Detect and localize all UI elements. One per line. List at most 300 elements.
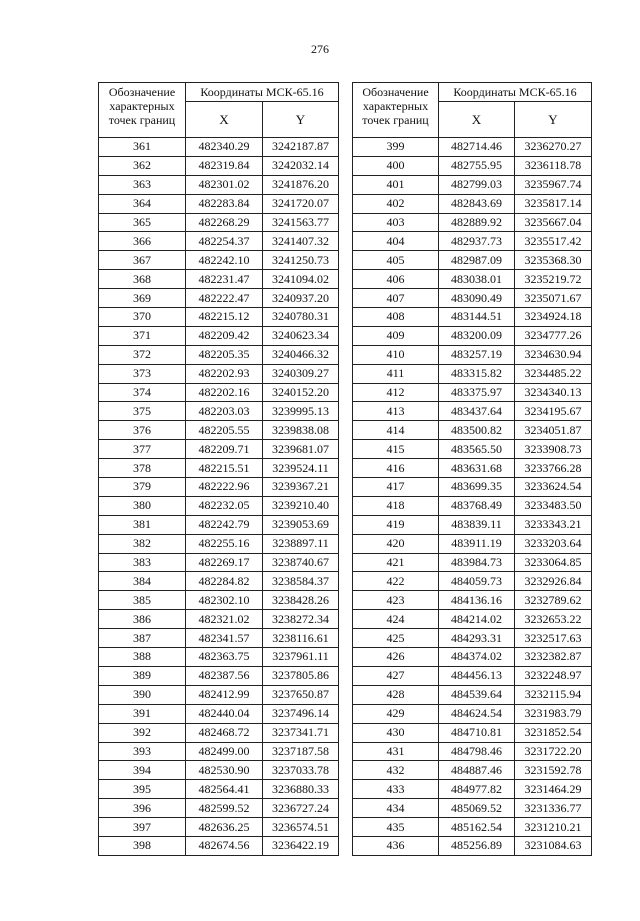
point-number-cell: 422 xyxy=(353,572,439,591)
table-body-right xyxy=(353,138,592,856)
table-row xyxy=(353,364,592,383)
y-coordinate-cell: 3233483.50 xyxy=(515,496,592,515)
table-row xyxy=(353,704,592,723)
point-number-cell: 369 xyxy=(99,289,186,308)
point-number-cell: 374 xyxy=(99,383,186,402)
y-coordinate-cell: 3231983.79 xyxy=(515,704,592,723)
x-coordinate-cell: 482215.51 xyxy=(186,459,263,478)
x-coordinate-cell: 484059.73 xyxy=(439,572,515,591)
y-coordinate-cell: 3235071.67 xyxy=(515,289,592,308)
point-number-cell: 367 xyxy=(99,251,186,270)
table-row xyxy=(99,308,339,327)
x-coordinate-cell: 482755.95 xyxy=(439,156,515,175)
y-coordinate-cell: 3240623.34 xyxy=(263,326,339,345)
x-coordinate-cell: 484214.02 xyxy=(439,610,515,629)
y-coordinate-cell: 3234340.13 xyxy=(515,383,592,402)
point-number-cell: 387 xyxy=(99,629,186,648)
table-row xyxy=(99,232,339,251)
table-row xyxy=(99,440,339,459)
x-coordinate-cell: 484136.16 xyxy=(439,591,515,610)
y-coordinate-cell: 3242032.14 xyxy=(263,156,339,175)
point-number-cell: 416 xyxy=(353,459,439,478)
x-coordinate-cell: 484293.31 xyxy=(439,629,515,648)
y-coordinate-cell: 3241563.77 xyxy=(263,213,339,232)
x-coordinate-cell: 483839.11 xyxy=(439,515,515,534)
point-number-cell: 371 xyxy=(99,326,186,345)
table-row xyxy=(99,496,339,515)
table-row xyxy=(99,685,339,704)
y-coordinate-cell: 3240152.20 xyxy=(263,383,339,402)
y-coordinate-cell: 3232248.97 xyxy=(515,666,592,685)
x-coordinate-cell: 482319.84 xyxy=(186,156,263,175)
table-row xyxy=(353,326,592,345)
point-number-cell: 361 xyxy=(99,138,186,157)
y-coordinate-cell: 3240937.20 xyxy=(263,289,339,308)
point-number-cell: 393 xyxy=(99,742,186,761)
point-number-cell: 426 xyxy=(353,648,439,667)
table-row xyxy=(99,194,339,213)
y-coordinate-cell: 3237341.71 xyxy=(263,723,339,742)
x-coordinate-cell: 482203.03 xyxy=(186,402,263,421)
table-row xyxy=(99,836,339,855)
point-number-cell: 436 xyxy=(353,836,439,855)
table-row xyxy=(99,534,339,553)
x-coordinate-cell: 483144.51 xyxy=(439,308,515,327)
table-row xyxy=(353,761,592,780)
y-coordinate-cell: 3236880.33 xyxy=(263,780,339,799)
point-number-cell: 409 xyxy=(353,326,439,345)
table-row xyxy=(353,232,592,251)
point-number-cell: 404 xyxy=(353,232,439,251)
x-coordinate-cell: 483257.19 xyxy=(439,345,515,364)
x-coordinate-cell: 483768.49 xyxy=(439,496,515,515)
y-coordinate-cell: 3239995.13 xyxy=(263,402,339,421)
table-row xyxy=(99,704,339,723)
y-coordinate-cell: 3231464.29 xyxy=(515,780,592,799)
x-coordinate-cell: 482205.55 xyxy=(186,421,263,440)
point-number-cell: 421 xyxy=(353,553,439,572)
table-row xyxy=(99,648,339,667)
x-coordinate-cell: 482284.82 xyxy=(186,572,263,591)
y-coordinate-cell: 3236270.27 xyxy=(515,138,592,157)
point-number-cell: 386 xyxy=(99,610,186,629)
table-row xyxy=(353,270,592,289)
y-coordinate-cell: 3237650.87 xyxy=(263,685,339,704)
point-number-cell: 383 xyxy=(99,553,186,572)
table-row xyxy=(99,326,339,345)
page-number: 276 xyxy=(311,42,329,56)
x-coordinate-cell: 484456.13 xyxy=(439,666,515,685)
table-row xyxy=(353,496,592,515)
table-row xyxy=(99,138,339,157)
point-number-cell: 434 xyxy=(353,799,439,818)
table-row xyxy=(353,553,592,572)
point-number-cell: 425 xyxy=(353,629,439,648)
x-coordinate-cell: 482222.96 xyxy=(186,478,263,497)
x-coordinate-cell: 483631.68 xyxy=(439,459,515,478)
y-coordinate-cell: 3231722.20 xyxy=(515,742,592,761)
table-row xyxy=(353,591,592,610)
y-coordinate-cell: 3234630.94 xyxy=(515,345,592,364)
table-row xyxy=(353,289,592,308)
y-coordinate-cell: 3235667.04 xyxy=(515,213,592,232)
table-row xyxy=(353,478,592,497)
x-coordinate-cell: 482387.56 xyxy=(186,666,263,685)
x-coordinate-cell: 482215.12 xyxy=(186,308,263,327)
y-coordinate-cell: 3237033.78 xyxy=(263,761,339,780)
point-number-cell: 414 xyxy=(353,421,439,440)
y-coordinate-cell: 3233624.54 xyxy=(515,478,592,497)
x-coordinate-cell: 482205.35 xyxy=(186,345,263,364)
y-coordinate-cell: 3236574.51 xyxy=(263,818,339,837)
y-coordinate-cell: 3233908.73 xyxy=(515,440,592,459)
y-coordinate-cell: 3235967.74 xyxy=(515,175,592,194)
x-coordinate-cell: 482440.04 xyxy=(186,704,263,723)
point-number-cell: 372 xyxy=(99,345,186,364)
point-number-cell: 380 xyxy=(99,496,186,515)
point-number-cell: 364 xyxy=(99,194,186,213)
x-coordinate-cell: 483699.35 xyxy=(439,478,515,497)
x-coordinate-cell: 482412.99 xyxy=(186,685,263,704)
y-coordinate-cell: 3232382.87 xyxy=(515,648,592,667)
point-number-cell: 368 xyxy=(99,270,186,289)
x-coordinate-cell: 482254.37 xyxy=(186,232,263,251)
y-coordinate-cell: 3233203.64 xyxy=(515,534,592,553)
x-coordinate-cell: 482937.73 xyxy=(439,232,515,251)
point-number-cell: 412 xyxy=(353,383,439,402)
point-number-cell: 395 xyxy=(99,780,186,799)
table-row xyxy=(99,251,339,270)
point-number-cell: 400 xyxy=(353,156,439,175)
x-coordinate-cell: 482340.29 xyxy=(186,138,263,157)
x-coordinate-cell: 482209.71 xyxy=(186,440,263,459)
y-coordinate-cell: 3241407.32 xyxy=(263,232,339,251)
point-number-cell: 396 xyxy=(99,799,186,818)
point-number-cell: 384 xyxy=(99,572,186,591)
coord-system-header: Координаты МСК-65.16 xyxy=(186,83,339,102)
table-row xyxy=(353,572,592,591)
x-coordinate-cell: 482599.52 xyxy=(186,799,263,818)
coordinates-table-left xyxy=(98,82,339,856)
table-row xyxy=(353,308,592,327)
table-row xyxy=(99,553,339,572)
x-coordinate-cell: 484798.46 xyxy=(439,742,515,761)
x-coordinate-cell: 482987.09 xyxy=(439,251,515,270)
point-number-cell: 433 xyxy=(353,780,439,799)
y-coordinate-cell: 3234195.67 xyxy=(515,402,592,421)
point-number-cell: 431 xyxy=(353,742,439,761)
x-coordinate-cell: 482714.46 xyxy=(439,138,515,157)
table-row xyxy=(99,459,339,478)
y-coordinate-cell: 3239681.07 xyxy=(263,440,339,459)
x-coordinate-cell: 482530.90 xyxy=(186,761,263,780)
y-coordinate-cell: 3237805.86 xyxy=(263,666,339,685)
table-row xyxy=(99,213,339,232)
x-coordinate-cell: 482268.29 xyxy=(186,213,263,232)
point-name-header: Обозначение характерных точек границ xyxy=(99,83,186,138)
x-coordinate-cell: 482209.42 xyxy=(186,326,263,345)
point-number-cell: 401 xyxy=(353,175,439,194)
y-coordinate-cell: 3242187.87 xyxy=(263,138,339,157)
table-row xyxy=(99,345,339,364)
table-row xyxy=(99,761,339,780)
table-row xyxy=(99,818,339,837)
y-coordinate-cell: 3235368.30 xyxy=(515,251,592,270)
point-number-cell: 373 xyxy=(99,364,186,383)
table-row xyxy=(353,666,592,685)
point-number-cell: 410 xyxy=(353,345,439,364)
point-number-cell: 397 xyxy=(99,818,186,837)
x-coordinate-cell: 484977.82 xyxy=(439,780,515,799)
y-coordinate-cell: 3236422.19 xyxy=(263,836,339,855)
point-number-cell: 406 xyxy=(353,270,439,289)
y-coordinate-cell: 3237187.58 xyxy=(263,742,339,761)
table-row xyxy=(99,742,339,761)
y-coordinate-cell: 3241094.02 xyxy=(263,270,339,289)
table-row xyxy=(353,685,592,704)
table-row xyxy=(99,402,339,421)
y-coordinate-cell: 3238740.67 xyxy=(263,553,339,572)
y-coordinate-cell: 3239838.08 xyxy=(263,421,339,440)
y-coordinate-cell: 3239524.11 xyxy=(263,459,339,478)
y-coordinate-cell: 3231592.78 xyxy=(515,761,592,780)
y-coordinate-cell: 3236727.24 xyxy=(263,799,339,818)
point-number-cell: 415 xyxy=(353,440,439,459)
y-coordinate-cell: 3238897.11 xyxy=(263,534,339,553)
y-coordinate-cell: 3234777.26 xyxy=(515,326,592,345)
point-number-cell: 417 xyxy=(353,478,439,497)
x-coordinate-cell: 483038.01 xyxy=(439,270,515,289)
table-row xyxy=(353,515,592,534)
table-row xyxy=(353,383,592,402)
table-row xyxy=(99,364,339,383)
x-coordinate-cell: 482242.10 xyxy=(186,251,263,270)
table-row xyxy=(99,515,339,534)
table-row xyxy=(353,175,592,194)
table-row xyxy=(353,251,592,270)
point-number-cell: 411 xyxy=(353,364,439,383)
y-coordinate-cell: 3240309.27 xyxy=(263,364,339,383)
x-coordinate-cell: 485162.54 xyxy=(439,818,515,837)
point-number-cell: 420 xyxy=(353,534,439,553)
y-coordinate-cell: 3238584.37 xyxy=(263,572,339,591)
table-row xyxy=(353,780,592,799)
table-row xyxy=(99,799,339,818)
x-column-header: X xyxy=(439,102,515,138)
x-coordinate-cell: 484539.64 xyxy=(439,685,515,704)
x-coordinate-cell: 482283.84 xyxy=(186,194,263,213)
y-column-header: Y xyxy=(515,102,592,138)
y-column-header: Y xyxy=(263,102,339,138)
table-row xyxy=(353,534,592,553)
x-coordinate-cell: 482301.02 xyxy=(186,175,263,194)
x-coordinate-cell: 482231.47 xyxy=(186,270,263,289)
table-body-left xyxy=(99,138,339,856)
y-coordinate-cell: 3237496.14 xyxy=(263,704,339,723)
point-number-cell: 389 xyxy=(99,666,186,685)
point-number-cell: 405 xyxy=(353,251,439,270)
x-coordinate-cell: 482468.72 xyxy=(186,723,263,742)
point-number-cell: 391 xyxy=(99,704,186,723)
table-row xyxy=(99,629,339,648)
point-number-cell: 381 xyxy=(99,515,186,534)
x-coordinate-cell: 482564.41 xyxy=(186,780,263,799)
x-coordinate-cell: 482302.10 xyxy=(186,591,263,610)
y-coordinate-cell: 3233343.21 xyxy=(515,515,592,534)
table-row xyxy=(353,194,592,213)
x-coordinate-cell: 482799.03 xyxy=(439,175,515,194)
table-row xyxy=(99,572,339,591)
x-coordinate-cell: 482232.05 xyxy=(186,496,263,515)
table-row xyxy=(99,156,339,175)
y-coordinate-cell: 3238116.61 xyxy=(263,629,339,648)
x-coordinate-cell: 484624.54 xyxy=(439,704,515,723)
point-number-cell: 363 xyxy=(99,175,186,194)
table-row xyxy=(99,289,339,308)
point-number-cell: 424 xyxy=(353,610,439,629)
y-coordinate-cell: 3239053.69 xyxy=(263,515,339,534)
point-number-cell: 366 xyxy=(99,232,186,251)
point-number-cell: 365 xyxy=(99,213,186,232)
x-coordinate-cell: 483315.82 xyxy=(439,364,515,383)
table-row xyxy=(353,648,592,667)
x-coordinate-cell: 482202.93 xyxy=(186,364,263,383)
table-row xyxy=(353,156,592,175)
x-coordinate-cell: 483090.49 xyxy=(439,289,515,308)
table-row xyxy=(353,138,592,157)
y-coordinate-cell: 3240466.32 xyxy=(263,345,339,364)
x-coordinate-cell: 485069.52 xyxy=(439,799,515,818)
point-number-cell: 435 xyxy=(353,818,439,837)
point-number-cell: 370 xyxy=(99,308,186,327)
x-coordinate-cell: 482636.25 xyxy=(186,818,263,837)
y-coordinate-cell: 3232115.94 xyxy=(515,685,592,704)
x-coordinate-cell: 482242.79 xyxy=(186,515,263,534)
x-coordinate-cell: 483565.50 xyxy=(439,440,515,459)
x-coordinate-cell: 482255.16 xyxy=(186,534,263,553)
point-number-cell: 399 xyxy=(353,138,439,157)
y-coordinate-cell: 3241876.20 xyxy=(263,175,339,194)
point-number-cell: 375 xyxy=(99,402,186,421)
point-number-cell: 377 xyxy=(99,440,186,459)
table-row xyxy=(353,799,592,818)
point-number-cell: 385 xyxy=(99,591,186,610)
y-coordinate-cell: 3231084.63 xyxy=(515,836,592,855)
point-number-cell: 418 xyxy=(353,496,439,515)
y-coordinate-cell: 3231336.77 xyxy=(515,799,592,818)
x-coordinate-cell: 483437.64 xyxy=(439,402,515,421)
table-row xyxy=(99,591,339,610)
x-coordinate-cell: 483911.19 xyxy=(439,534,515,553)
y-coordinate-cell: 3233064.85 xyxy=(515,553,592,572)
table-row xyxy=(99,478,339,497)
table-row xyxy=(353,610,592,629)
point-number-cell: 390 xyxy=(99,685,186,704)
point-number-cell: 394 xyxy=(99,761,186,780)
y-coordinate-cell: 3231210.21 xyxy=(515,818,592,837)
point-number-cell: 378 xyxy=(99,459,186,478)
x-coordinate-cell: 484887.46 xyxy=(439,761,515,780)
x-coordinate-cell: 483500.82 xyxy=(439,421,515,440)
table-row xyxy=(353,421,592,440)
x-coordinate-cell: 484374.02 xyxy=(439,648,515,667)
table-row xyxy=(353,818,592,837)
table-row xyxy=(353,213,592,232)
y-coordinate-cell: 3238272.34 xyxy=(263,610,339,629)
y-coordinate-cell: 3234924.18 xyxy=(515,308,592,327)
x-coordinate-cell: 483375.97 xyxy=(439,383,515,402)
point-number-cell: 407 xyxy=(353,289,439,308)
x-coordinate-cell: 482321.02 xyxy=(186,610,263,629)
point-number-cell: 382 xyxy=(99,534,186,553)
x-coordinate-cell: 482363.75 xyxy=(186,648,263,667)
point-number-cell: 428 xyxy=(353,685,439,704)
point-name-header: Обозначение характерных точек границ xyxy=(353,83,439,138)
point-number-cell: 432 xyxy=(353,761,439,780)
y-coordinate-cell: 3239367.21 xyxy=(263,478,339,497)
table-row xyxy=(353,402,592,421)
point-number-cell: 427 xyxy=(353,666,439,685)
point-number-cell: 413 xyxy=(353,402,439,421)
table-row xyxy=(99,175,339,194)
x-coordinate-cell: 484710.81 xyxy=(439,723,515,742)
y-coordinate-cell: 3236118.78 xyxy=(515,156,592,175)
point-number-cell: 430 xyxy=(353,723,439,742)
table-row xyxy=(353,742,592,761)
y-coordinate-cell: 3235517.42 xyxy=(515,232,592,251)
x-coordinate-cell: 482269.17 xyxy=(186,553,263,572)
table-row xyxy=(353,723,592,742)
y-coordinate-cell: 3232653.22 xyxy=(515,610,592,629)
coordinates-table-right xyxy=(352,82,592,856)
table-row xyxy=(99,780,339,799)
y-coordinate-cell: 3241250.73 xyxy=(263,251,339,270)
point-number-cell: 362 xyxy=(99,156,186,175)
x-coordinate-cell: 482843.69 xyxy=(439,194,515,213)
point-number-cell: 379 xyxy=(99,478,186,497)
y-coordinate-cell: 3240780.31 xyxy=(263,308,339,327)
y-coordinate-cell: 3235219.72 xyxy=(515,270,592,289)
x-column-header: X xyxy=(186,102,263,138)
point-number-cell: 398 xyxy=(99,836,186,855)
table-row xyxy=(99,421,339,440)
table-row xyxy=(353,459,592,478)
x-coordinate-cell: 482341.57 xyxy=(186,629,263,648)
y-coordinate-cell: 3234051.87 xyxy=(515,421,592,440)
point-number-cell: 423 xyxy=(353,591,439,610)
table-row xyxy=(99,270,339,289)
x-coordinate-cell: 482202.16 xyxy=(186,383,263,402)
point-number-cell: 403 xyxy=(353,213,439,232)
y-coordinate-cell: 3233766.28 xyxy=(515,459,592,478)
y-coordinate-cell: 3235817.14 xyxy=(515,194,592,213)
point-number-cell: 388 xyxy=(99,648,186,667)
table-row xyxy=(353,836,592,855)
x-coordinate-cell: 482499.00 xyxy=(186,742,263,761)
y-coordinate-cell: 3237961.11 xyxy=(263,648,339,667)
table-row xyxy=(99,383,339,402)
point-number-cell: 408 xyxy=(353,308,439,327)
y-coordinate-cell: 3241720.07 xyxy=(263,194,339,213)
point-number-cell: 419 xyxy=(353,515,439,534)
x-coordinate-cell: 485256.89 xyxy=(439,836,515,855)
y-coordinate-cell: 3239210.40 xyxy=(263,496,339,515)
x-coordinate-cell: 482889.92 xyxy=(439,213,515,232)
y-coordinate-cell: 3231852.54 xyxy=(515,723,592,742)
point-number-cell: 402 xyxy=(353,194,439,213)
point-number-cell: 429 xyxy=(353,704,439,723)
table-row xyxy=(353,440,592,459)
